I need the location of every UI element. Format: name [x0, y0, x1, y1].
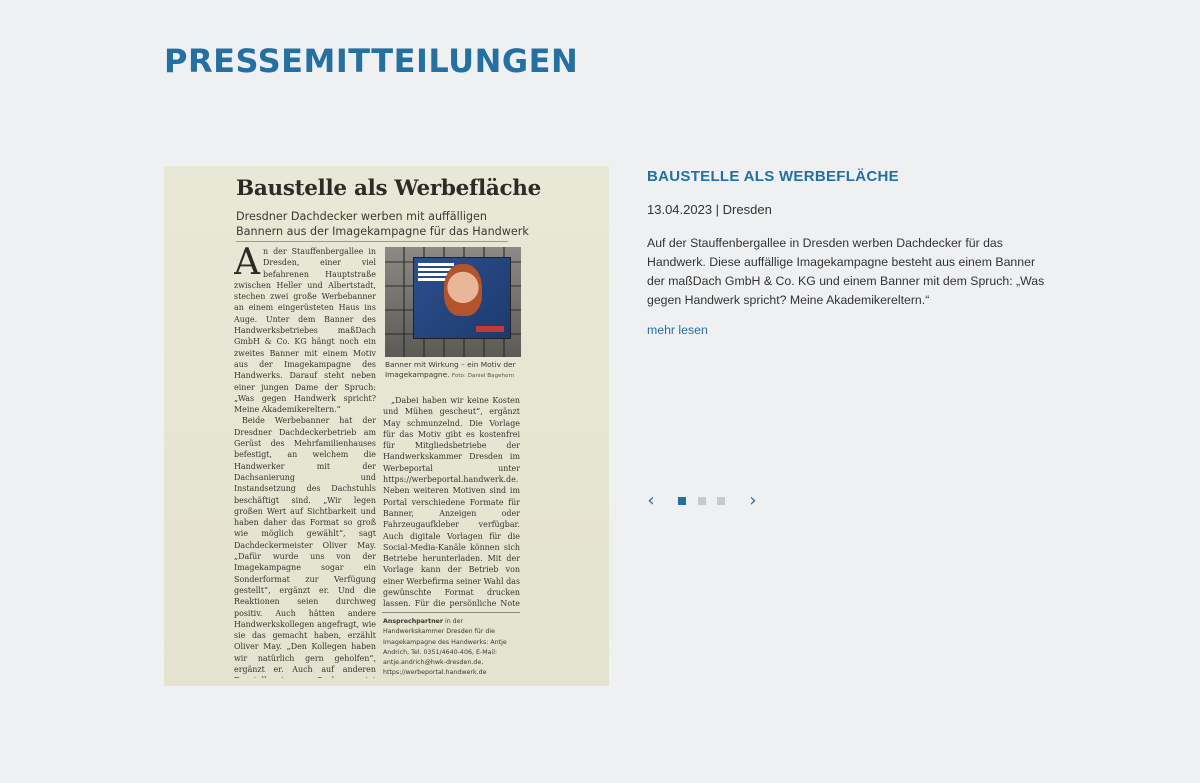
photo-caption-text: Banner mit Wirkung – ein Motiv der Imagekampagne.: [385, 360, 516, 379]
article-meta: 13.04.2023 | Dresden: [647, 202, 772, 217]
carousel-dot-1[interactable]: [678, 497, 686, 505]
banner-text-lines: [418, 263, 454, 266]
contact-divider: [382, 612, 520, 613]
clipping-headline: Baustelle als Werbefläche: [236, 176, 541, 201]
photo-caption: [385, 360, 525, 381]
carousel-navigation: [643, 490, 773, 512]
newspaper-clipping-image[interactable]: [164, 166, 609, 686]
clipping-subheadline: Dresdner Dachdecker werben mit auffälligen Bannern aus der Imagekampagne für das Handwerk: [236, 210, 529, 238]
clipping-divider: [236, 241, 508, 242]
chevron-right-icon[interactable]: ›: [749, 490, 757, 511]
clipping-paragraph: „Dabei haben wir keine Kosten und Mühen gescheut“, ergänzt May schmunzelnd. Die Vorlage für das Motiv gibt es kostenfrei für Mitgliedsbetriebe der Handwerkskammer Dresden im Werbeportal unter https://werbeportal.handwerk.de. Neben weiteren Motiven sind im Portal verschiedene Formate für Banner, Anzeigen oder Fahrzeugaufkleber verfügbar. Auch digitale Vorlagen für die Social-Media-Kanäle können sich Betriebe herunterladen. Mit der Vorlage kann der Betrieb von einer Werbefirma seiner Wahl das gewünschte Format drucken lassen. Für die persönliche Note: [383, 396, 520, 609]
page-title: PRESSEMITTEILUNGEN: [164, 42, 579, 80]
contact-text: in der Handwerkskammer Dresden für die Imagekampagne des Handwerks: Antje Andrich, Tel. 0351/4640-406, E-Mail: antje.andrich@hwk-dresden.de, https://werbeportal.handwerk.de: [383, 618, 507, 677]
clipping-dropcap: A: [234, 246, 260, 283]
carousel-dot-2[interactable]: [698, 497, 706, 505]
banner-photo: [385, 247, 521, 357]
contact-box: [383, 617, 523, 679]
article-title[interactable]: BAUSTELLE ALS WERBEFLÄCHE: [647, 168, 899, 185]
portrait-graphic: [444, 264, 482, 316]
banner-logo-bar: [476, 326, 504, 332]
clipping-paragraph: Beide Werbebanner hat der Dresdner Dachdeckerbetrieb am Gerüst des Mehrfamilienhauses befestigt, an welchem die Handwerker mit der Dachsanierung und Instandsetzung des Dachstuhls beschäftigt sind. „Wir legen großen Wert auf Sichtbarkeit und haben daher das Format so groß wie möglich gewählt“, sagt Dachdeckermeister Oliver May. „Dafür wurde uns von der Imagekampagne sogar ein Sonderformat zur Verfügung gestellt“, ergänzt er. Und die Reaktionen seien durchweg positiv. Auch hätten andere Handwerkskollegen angefragt, wie sie das gemacht haben, erzählt Oliver May. „Den Kollegen haben wir natürlich gern geholfen“, ergänzt er. Auch auf anderen: [234, 416, 376, 674]
photo-credit: Foto: Daniel Bagehorn: [451, 373, 515, 379]
clipping-column-right: [383, 395, 520, 610]
campaign-banner-graphic: [413, 257, 511, 339]
clipping-paragraph: n der Stauffenbergallee in Dresden, einer viel befahrenen Hauptstraße zwischen Heller und Albertstadt, stechen zwei große Werbebanner an einem eingerüsteten Haus ins Auge. Unter dem Banner des Handwerksbetriebes maßDach GmbH & Co. KG hängt noch ein zweites Banner mit einem Motiv aus der Imagekampagne des Handwerks. Darauf steht neben einer jungen Dame der Spruch: „Was gegen Handwerk spricht? Meine Akademikereltern.“: [234, 247, 376, 415]
read-more-link[interactable]: mehr lesen: [647, 323, 708, 337]
chevron-left-icon[interactable]: ‹: [647, 490, 655, 511]
article-excerpt: Auf der Stauffenbergallee in Dresden werben Dachdecker für das Handwerk. Diese auffällige Imagekampagne besteht aus einem Banner der maßDach GmbH & Co. KG und einem Banner mit dem Spruch: „Was gegen Handwerk spricht? Meine Akademikereltern.“: [647, 236, 1045, 307]
clipping-column-left: [234, 246, 376, 678]
carousel-dot-3[interactable]: [717, 497, 725, 505]
contact-label: Ansprechpartner: [383, 618, 443, 625]
